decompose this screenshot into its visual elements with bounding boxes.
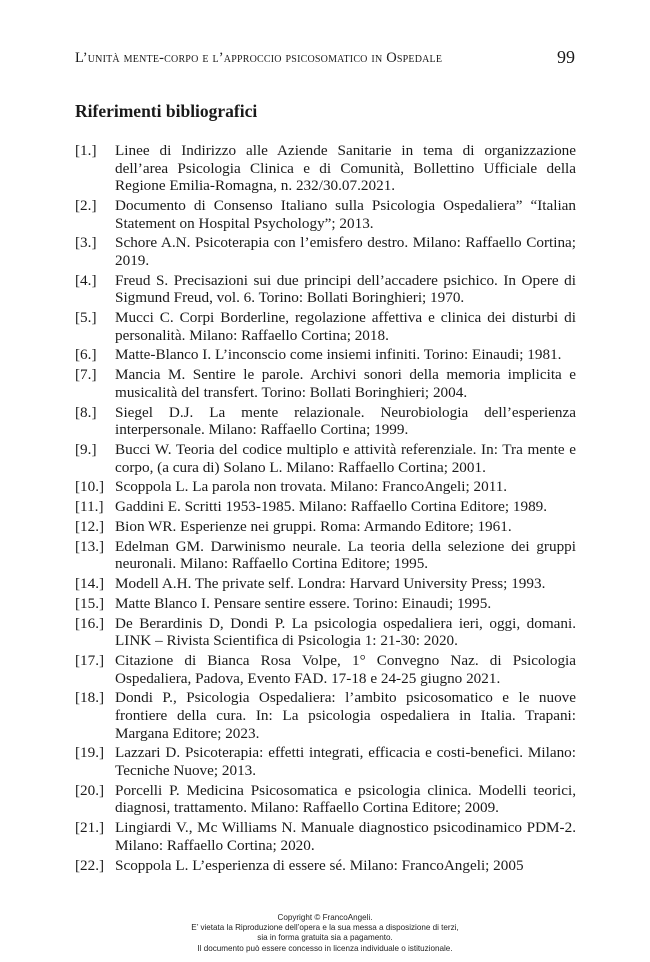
reference-number: [3.] bbox=[75, 234, 97, 252]
reference-number: [17.] bbox=[75, 652, 105, 670]
reference-item bbox=[75, 197, 576, 232]
reference-item bbox=[75, 819, 576, 854]
reference-number: [14.] bbox=[75, 575, 105, 593]
reference-number: [12.] bbox=[75, 517, 105, 535]
reference-number: [21.] bbox=[75, 819, 105, 837]
reference-item bbox=[75, 857, 576, 875]
reference-number: [9.] bbox=[75, 441, 97, 458]
reference-text: Lingiardi V., Mc Williams N. Manuale diagnostico psicodinamico PDM-2. Milano: Raffaello Cortina; 2020. bbox=[115, 819, 576, 854]
reference-item bbox=[75, 518, 576, 536]
reference-item bbox=[75, 595, 576, 613]
running-header bbox=[75, 47, 575, 69]
copyright-notice bbox=[0, 913, 650, 954]
reference-text: Porcelli P. Medicina Psicosomatica e psicologia clinica. Modelli teorici, diagnosi, trattamento. Milano: Raffaello Cortina Editore; 2009. bbox=[115, 781, 576, 817]
reference-text: Mucci C. Corpi Borderline, regolazione affettiva e clinica dei disturbi di personalità. Milano: Raffaello Cortina; 2018. bbox=[115, 309, 576, 344]
reference-number: [18.] bbox=[75, 689, 105, 707]
reference-item bbox=[75, 142, 576, 195]
page-number: 99 bbox=[557, 47, 575, 67]
reference-text: Lazzari D. Psicoterapia: effetti integrati, efficacia e costi-benefici. Milano: Tecniche Nuove; 2013. bbox=[115, 744, 576, 779]
reference-text: Freud S. Precisazioni sui due principi dell’accadere psichico. In Opere di Sigmund Freud, vol. 6. Torino: Bollati Boringhieri; 1970. bbox=[115, 271, 576, 307]
reference-number: [11.] bbox=[75, 498, 104, 516]
reference-number: [16.] bbox=[75, 614, 105, 632]
reference-number: [13.] bbox=[75, 537, 105, 555]
reference-text: Linee di Indirizzo alle Aziende Sanitarie in tema di organizzazione dell’area Psicologia Clinica e di Comunità, Bollettino Ufficiale della Regione Emilia-Romagna, n. 232/30.07.2021. bbox=[115, 142, 576, 195]
reference-text: Dondi P., Psicologia Ospedaliera: l’ambito psicosomatico e le nuove frontiere della cura. In: La psicologia ospedaliera in Italia. Trapani: Margana Editore; 2023. bbox=[115, 689, 576, 742]
reference-text: Matte-Blanco I. L’inconscio come insiemi infiniti. Torino: Einaudi; 1981. bbox=[115, 346, 562, 364]
reference-text: Edelman GM. Darwinismo neurale. La teoria della selezione dei gruppi neuronali. Milano: Raffaello Cortina Editore; 1995. bbox=[115, 537, 576, 573]
copyright-line: sia in forma gratuita sia a pagamento. bbox=[257, 933, 393, 943]
reference-text: Bucci W. Teoria del codice multiplo e attività referenziale. In: Tra mente e corpo, (a cura di) Solano L. Milano: Raffaello Cortina; 2001. bbox=[115, 441, 576, 476]
reference-text: Bion WR. Esperienze nei gruppi. Roma: Armando Editore; 1961. bbox=[115, 517, 512, 535]
reference-number: [5.] bbox=[75, 309, 97, 327]
reference-item bbox=[75, 346, 576, 364]
reference-text: De Berardinis D, Dondi P. La psicologia ospedaliera ieri, oggi, domani. LINK – Rivista Scientifica di Psicologia 1: 21-30: 2020. bbox=[115, 614, 576, 650]
reference-item bbox=[75, 498, 576, 516]
reference-number: [10.] bbox=[75, 478, 105, 496]
reference-item bbox=[75, 538, 576, 573]
reference-text: Modell A.H. The private self. Londra: Harvard University Press; 1993. bbox=[115, 575, 546, 593]
reference-item bbox=[75, 309, 576, 344]
reference-text: Mancia M. Sentire le parole. Archivi sonori della memoria implicita e musicalità del transfert. Torino: Bollati Boringhieri; 2004. bbox=[115, 366, 576, 401]
reference-number: [7.] bbox=[75, 366, 97, 384]
reference-item bbox=[75, 744, 576, 779]
reference-text: Documento di Consenso Italiano sulla Psicologia Ospedaliera” “Italian Statement on Hospital Psychology”; 2013. bbox=[115, 196, 576, 232]
reference-text: Gaddini E. Scritti 1953-1985. Milano: Raffaello Cortina Editore; 1989. bbox=[115, 498, 548, 516]
reference-item bbox=[75, 478, 576, 496]
reference-text: Schore A.N. Psicoterapia con l’emisfero destro. Milano: Raffaello Cortina; 2019. bbox=[115, 234, 576, 269]
reference-text: Siegel D.J. La mente relazionale. Neurobiologia dell’esperienza interpersonale. Milano: Raffaello Cortina; 1999. bbox=[115, 403, 576, 439]
reference-item bbox=[75, 782, 576, 817]
reference-item bbox=[75, 652, 576, 687]
reference-number: [1.] bbox=[75, 142, 97, 159]
reference-item bbox=[75, 441, 576, 476]
copyright-line: E’ vietata la Riproduzione dell’opera e la sua messa a disposizione di terzi, bbox=[191, 923, 459, 933]
reference-item bbox=[75, 404, 576, 439]
reference-item bbox=[75, 575, 576, 593]
reference-item bbox=[75, 366, 576, 401]
reference-text: Scoppola L. L’esperienza di essere sé. Milano: FrancoAngeli; 2005 bbox=[115, 856, 524, 874]
reference-number: [15.] bbox=[75, 594, 105, 612]
copyright-line: Il documento può essere concesso in licenza individuale o istituzionale. bbox=[197, 943, 453, 953]
reference-text: Citazione di Bianca Rosa Volpe, 1° Convegno Naz. di Psicologia Ospedaliera, Padova, Evento FAD. 17-18 e 24-25 giugno 2021. bbox=[115, 652, 576, 687]
reference-item bbox=[75, 234, 576, 269]
reference-item bbox=[75, 615, 576, 650]
reference-list bbox=[75, 142, 576, 876]
reference-number: [6.] bbox=[75, 346, 97, 364]
reference-number: [4.] bbox=[75, 271, 97, 289]
reference-number: [19.] bbox=[75, 744, 105, 762]
reference-number: [22.] bbox=[75, 856, 105, 874]
reference-number: [8.] bbox=[75, 403, 97, 421]
copyright-line: Copyright © FrancoAngeli. bbox=[277, 913, 373, 922]
reference-number: [20.] bbox=[75, 781, 105, 799]
reference-item bbox=[75, 272, 576, 307]
reference-text: Scoppola L. La parola non trovata. Milano: FrancoAngeli; 2011. bbox=[115, 478, 508, 496]
reference-text: Matte Blanco I. Pensare sentire essere. Torino: Einaudi; 1995. bbox=[115, 594, 492, 612]
reference-number: [2.] bbox=[75, 196, 97, 214]
reference-item bbox=[75, 689, 576, 742]
running-title: L’unità mente-corpo e l’approccio psicosomatico in Ospedale bbox=[75, 50, 443, 66]
section-title: Riferimenti bibliografici bbox=[75, 101, 258, 121]
